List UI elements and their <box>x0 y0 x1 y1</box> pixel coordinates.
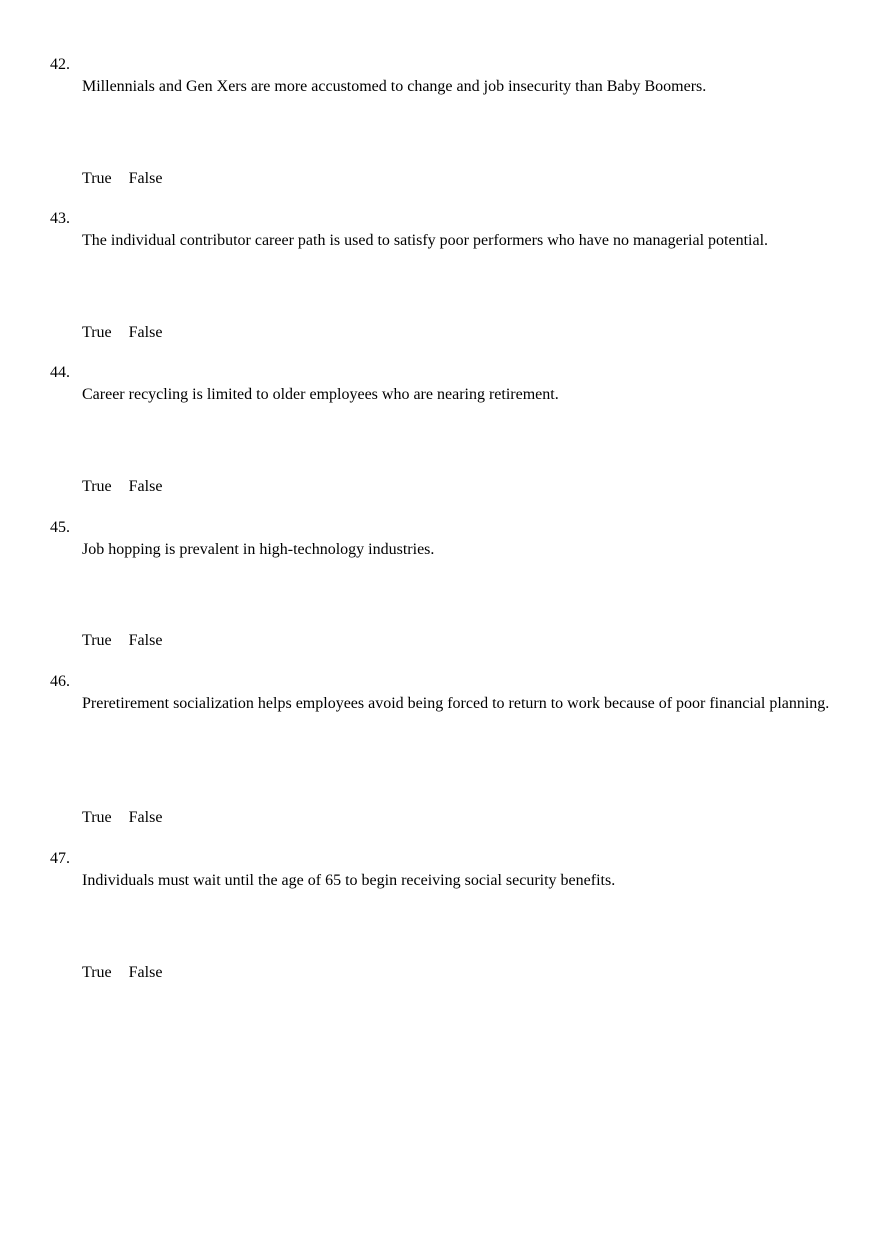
answer-options <box>82 167 162 190</box>
true-option[interactable]: True <box>82 478 112 495</box>
false-option[interactable]: False <box>128 809 163 826</box>
true-option[interactable]: True <box>82 170 112 187</box>
question-text: Career recycling is limited to older employees who are nearing retirement. <box>82 386 559 403</box>
true-option[interactable]: True <box>82 809 112 826</box>
question-number: 45. <box>50 519 70 536</box>
false-option[interactable]: False <box>128 324 163 341</box>
false-option[interactable]: False <box>128 964 163 981</box>
question-number: 46. <box>50 673 70 690</box>
true-option[interactable]: True <box>82 324 112 341</box>
answer-options <box>82 629 162 652</box>
false-option[interactable]: False <box>128 170 163 187</box>
question-text: Preretirement socialization helps employees avoid being forced to return to work because of poor financial planning. <box>82 695 830 712</box>
answer-options <box>82 475 162 498</box>
question-text: The individual contributor career path is used to satisfy poor performers who have no managerial potential. <box>82 232 769 249</box>
answer-options <box>82 806 162 829</box>
false-option[interactable]: False <box>128 478 163 495</box>
question-number: 44. <box>50 364 70 381</box>
false-option[interactable]: False <box>128 632 163 649</box>
question-text: Individuals must wait until the age of 65 to begin receiving social security benefits. <box>82 872 616 889</box>
question-text: Job hopping is prevalent in high-technology industries. <box>82 541 435 558</box>
question-number: 43. <box>50 210 70 227</box>
answer-options <box>82 321 162 344</box>
question-number: 47. <box>50 850 70 867</box>
question-number: 42. <box>50 56 70 73</box>
true-option[interactable]: True <box>82 632 112 649</box>
answer-options <box>82 961 162 984</box>
question-text: Millennials and Gen Xers are more accustomed to change and job insecurity than Baby Boomers. <box>82 78 707 95</box>
true-option[interactable]: True <box>82 964 112 981</box>
